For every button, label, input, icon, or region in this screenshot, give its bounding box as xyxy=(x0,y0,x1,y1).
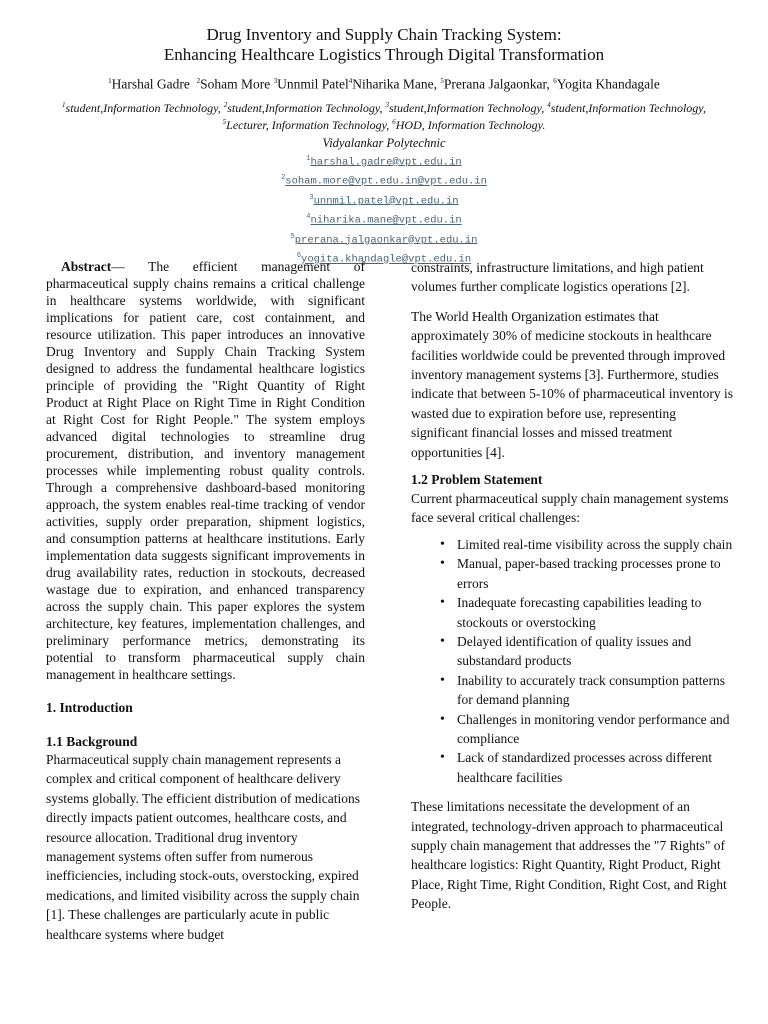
affil-sup: 2 xyxy=(223,100,228,109)
email-link[interactable]: soham.more@vpt.edu.in@vpt.edu.in xyxy=(285,175,487,188)
list-item: • Manual, paper-based tracking processes prone to errors xyxy=(457,554,736,593)
email-sup: 2 xyxy=(281,174,286,182)
title-line-1: Drug Inventory and Supply Chain Tracking System: xyxy=(206,25,562,44)
email-line[interactable] xyxy=(0,229,768,249)
affiliation: HOD, Information Technology. xyxy=(395,117,546,132)
email-link[interactable]: niharika.mane@vpt.edu.in xyxy=(310,214,462,227)
email-link[interactable]: unnmil.patel@vpt.edu.in xyxy=(313,195,459,207)
author-name: Harshal Gadre xyxy=(111,76,190,92)
email-line[interactable] xyxy=(0,170,768,190)
institution: Vidyalankar Polytechnic xyxy=(322,135,446,150)
subsection-heading-problem-statement: 1.2 Problem Statement xyxy=(411,472,543,488)
affiliation: student,Information Technology, xyxy=(389,100,545,115)
who-paragraph: The World Health Organization estimates that approximately 30% of medicine stockouts in healthcare facilities worldwide could be prevented through improved inventory management systems [3]. Furthermore, studies indicate that between 5-10% of pharmaceutical inventory is wasted due to expiration before use, representing significant financial losses and missed treatment opportunities [4]. xyxy=(411,308,734,460)
affil-sup: 4 xyxy=(547,100,551,109)
author-sup: 6 xyxy=(553,77,557,85)
affiliation: student,Information Technology, xyxy=(65,100,221,115)
challenge-list xyxy=(411,535,736,787)
affiliation: student,Information Technology, xyxy=(227,100,383,115)
affiliations xyxy=(59,98,709,132)
author-sup: 2 xyxy=(196,77,201,85)
email-line[interactable] xyxy=(0,209,768,229)
abstract-label: Abstract xyxy=(61,259,112,274)
list-item: • Inadequate forecasting capabilities leading to stockouts or overstocking xyxy=(457,593,736,632)
author-list xyxy=(0,72,768,94)
abstract-dash: — xyxy=(111,259,149,274)
email-line[interactable] xyxy=(0,190,768,210)
email-sup: 3 xyxy=(309,193,314,202)
author-sup: 5 xyxy=(440,77,444,85)
continuation-paragraph: constraints, infrastructure limitations, and high patient volumes further complicate logistics operations [2]. xyxy=(411,260,704,295)
email-line[interactable] xyxy=(0,151,768,171)
subsection-heading-background: 1.1 Background xyxy=(46,734,138,749)
author-name: Niharika Mane, xyxy=(352,76,438,92)
author-name: Yogita Khandagale xyxy=(556,76,660,92)
conclusion-paragraph: These limitations necessitate the development of an integrated, technology-driven approach to pharmaceutical supply chain management that addresses the "7 Rights" of healthcare logistics: Right Quantity, Right Product, Right Place, Right Time, Right Condition, Right Cost, and Right People. xyxy=(411,799,727,912)
email-sup: 4 xyxy=(306,213,311,221)
section-heading-introduction: 1. Introduction xyxy=(46,700,133,715)
author-name: Soham More xyxy=(200,76,271,92)
paper-header xyxy=(0,25,768,268)
list-item: • Challenges in monitoring vendor performance and compliance xyxy=(457,710,736,749)
abstract-paragraph xyxy=(46,258,365,683)
right-column xyxy=(411,258,736,914)
affil-sup: 1 xyxy=(62,100,66,109)
list-item: • Delayed identification of quality issues and substandard products xyxy=(457,632,736,671)
left-column xyxy=(46,258,365,944)
author-name: Unnmil Patel xyxy=(277,76,349,92)
title-line-2: Enhancing Healthcare Logistics Through Digital Transformation xyxy=(163,45,605,64)
author-sup: 1 xyxy=(108,77,112,85)
list-item: • Inability to accurately track consumption patterns for demand planning xyxy=(457,671,736,710)
author-name: Prerana Jalgaonkar, xyxy=(443,76,550,92)
email-sup: 6 xyxy=(296,252,302,260)
email-sup: 5 xyxy=(290,232,295,241)
affiliation: student,Information Technology, xyxy=(550,100,706,115)
email-link[interactable]: yogita.khandagle@vpt.edu.in xyxy=(301,253,472,266)
background-paragraph: Pharmaceutical supply chain management represents a complex and critical component of healthcare delivery systems globally. The efficient distribution of medications directly impacts patient outcomes, healthcare costs, and resource allocation. Traditional drug inventory management systems often suffer from numerous inefficiencies, including stock-outs, overstocking, expired medications, and limited visibility across the supply chain [1]. These challenges are particularly acute in public healthcare systems where budget xyxy=(46,752,360,942)
author-sup: 4 xyxy=(348,77,353,85)
affiliation: Lecturer, Information Technology, xyxy=(226,117,390,132)
affil-sup: 3 xyxy=(385,100,389,109)
author-sup: 3 xyxy=(273,77,278,85)
paper-title xyxy=(0,25,768,65)
email-sup: 1 xyxy=(306,154,311,163)
abstract-text: The efficient management of pharmaceutical supply chains remains a critical challenge in healthcare systems worldwide, with significant implications for patient care, cost containment, and resource utilization. This paper introduces an innovative Drug Inventory and Supply Chain Tracking System designed to address the fundamental healthcare logistics principle of providing the "Right Quantity of Right Product at Right Place on Right Time in Right Condition at Right Cost for Right People." The system employs advanced digital technologies to streamline drug procurement, distribution, and inventory management processes while implementing robust quality controls. Through a comprehensive dashboard-based monitoring approach, the system enables real-time tracking of vendor activities, supply order preparation, shipment logistics, and consumption patterns at healthcare institutions. Early implementation data suggests significant improvements in drug availability rates, reduction in stockouts, decreased wastage due to expiration, and enhanced transparency across the supply chain. This paper explores the system architecture, key features, implementation challenges, and preliminary performance metrics, demonstrating its potential to transform pharmaceutical supply chain management in healthcare settings. xyxy=(46,259,365,682)
problem-intro: Current pharmaceutical supply chain management systems face several critical challenges: xyxy=(411,491,729,526)
affil-sup: 5 xyxy=(222,117,227,126)
list-item: • Limited real-time visibility across the supply chain xyxy=(457,535,736,554)
affil-sup: 6 xyxy=(392,117,396,126)
email-link[interactable]: prerana.jalgaonkar@vpt.edu.in xyxy=(294,234,478,246)
email-link[interactable]: harshal.gadre@vpt.edu.in xyxy=(310,156,462,168)
list-item: • Lack of standardized processes across different healthcare facilities xyxy=(457,748,736,787)
